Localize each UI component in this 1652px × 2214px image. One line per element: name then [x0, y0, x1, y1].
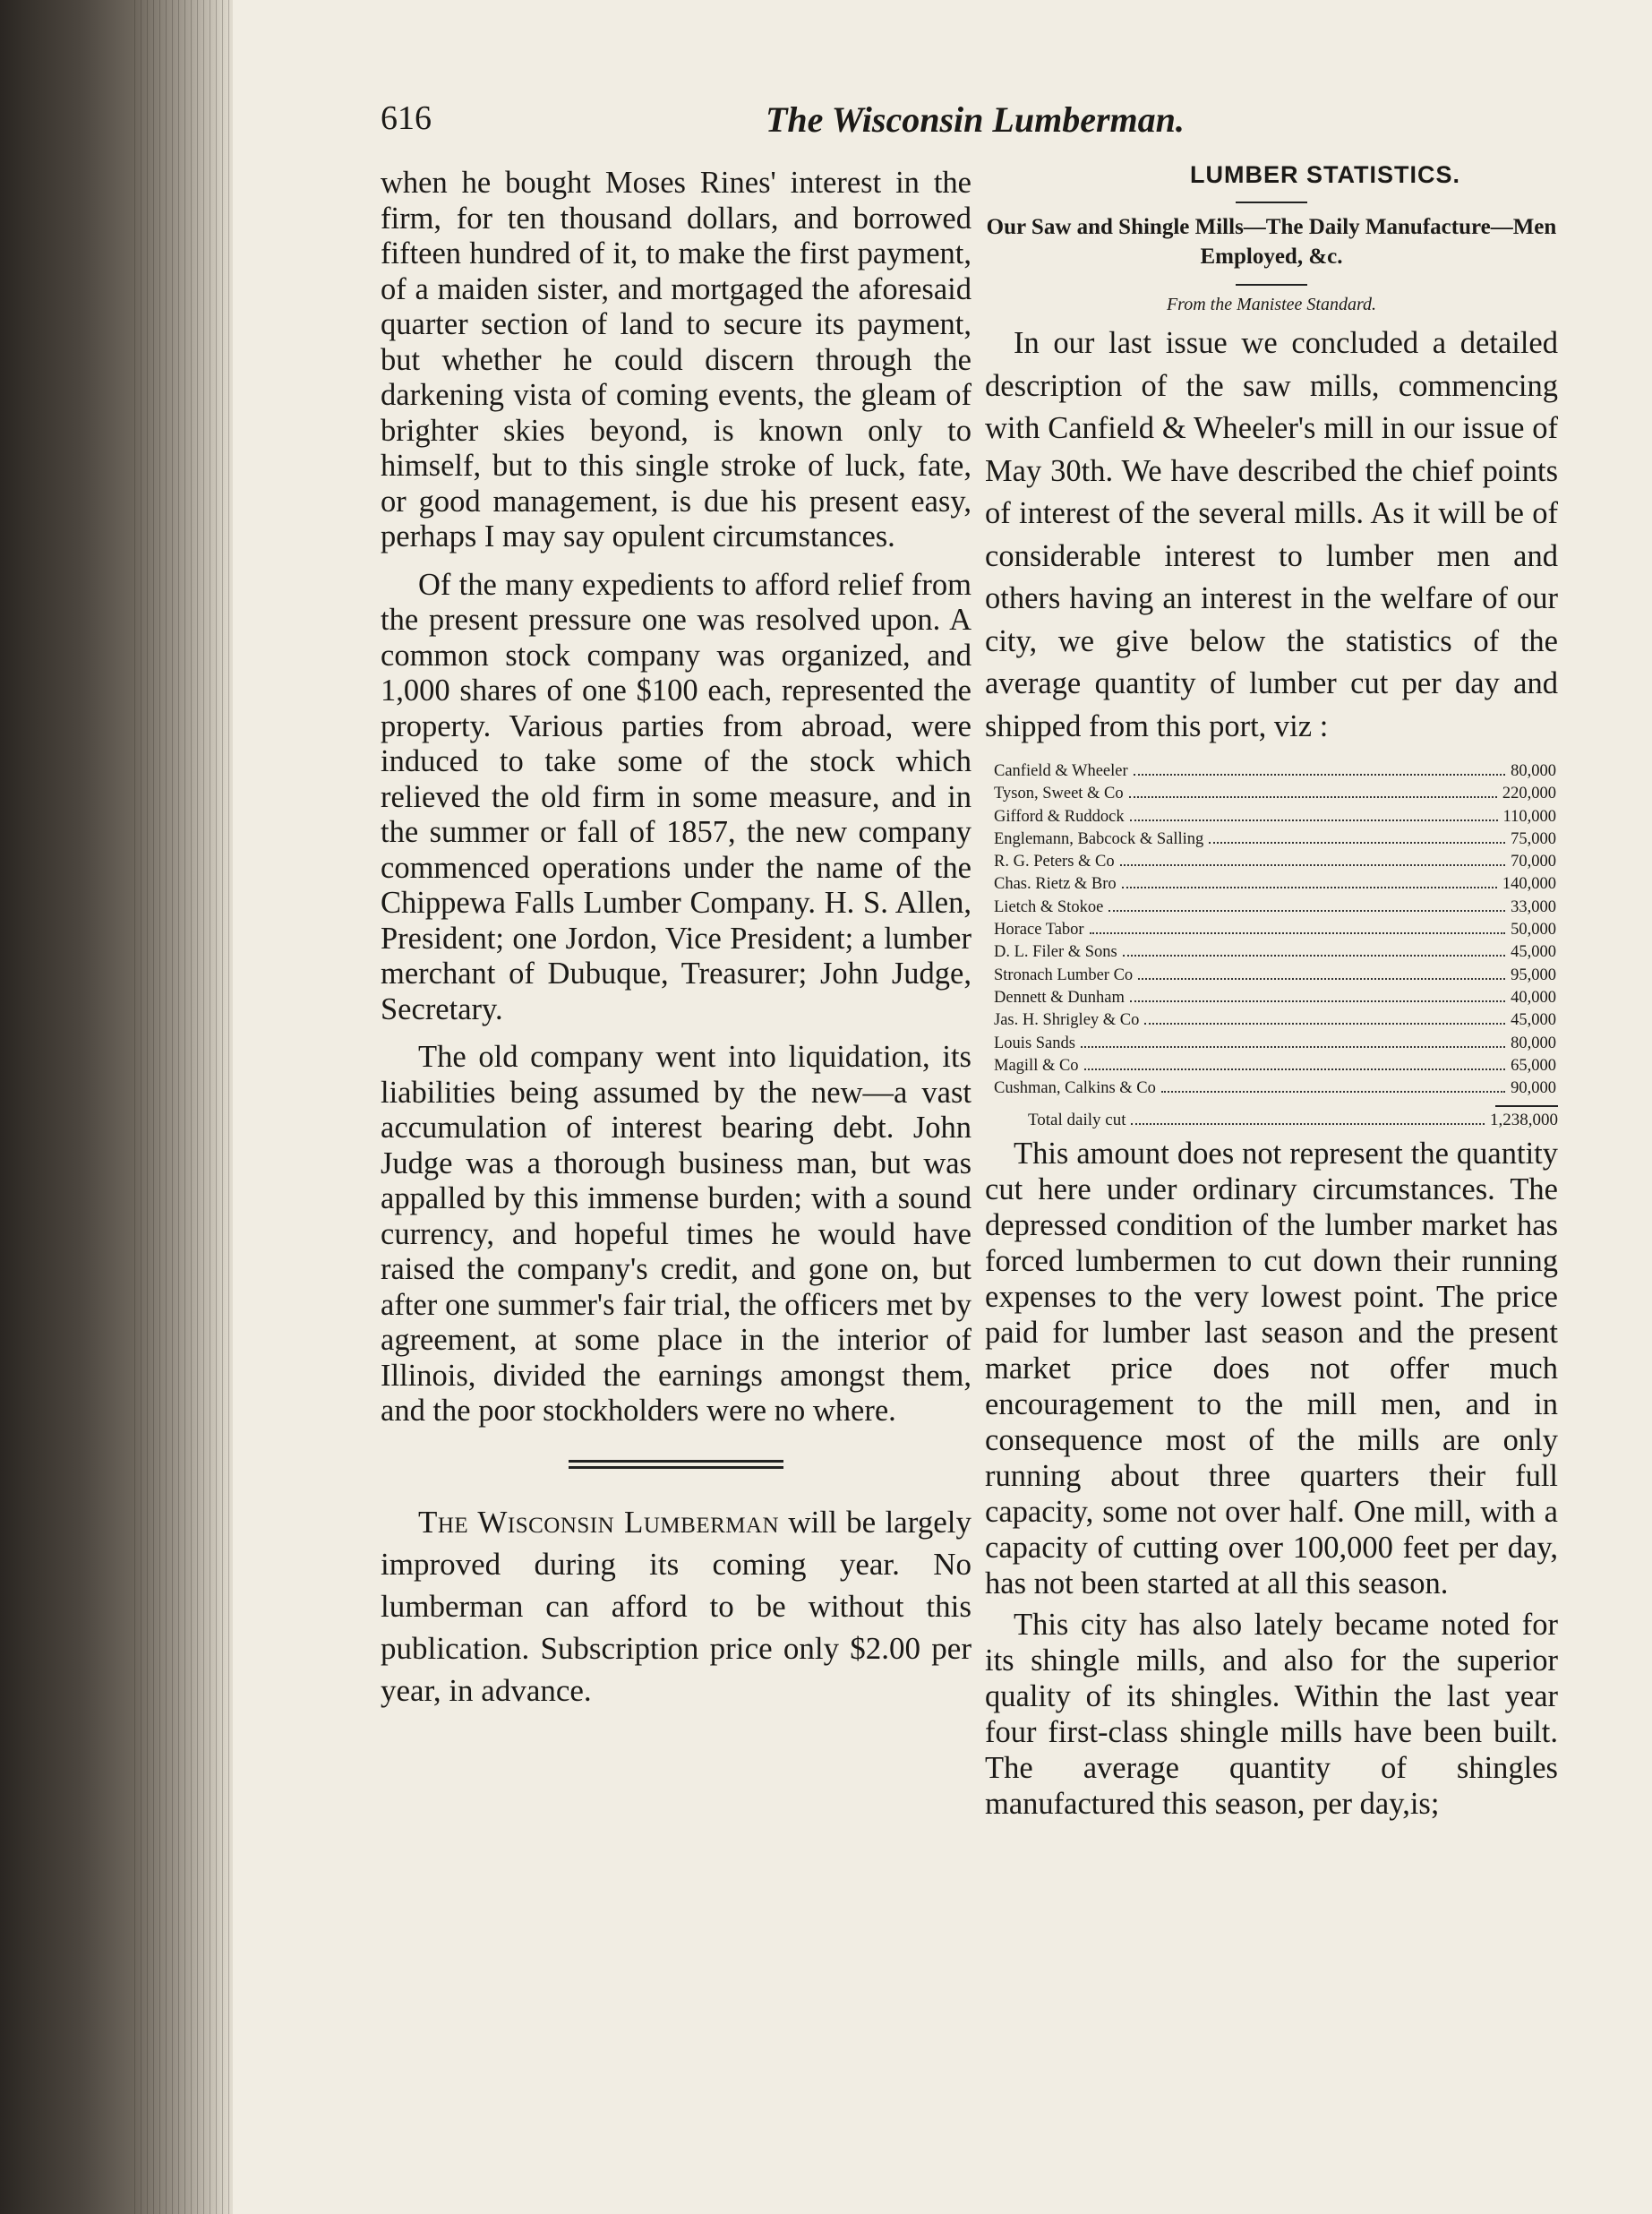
mill-daily-cut: 50,000 — [1511, 921, 1556, 940]
table-row — [994, 783, 1556, 805]
paragraph-rines-interest: when he bought Moses Rines' interest in the firm, for ten thousand dollars, and borrowed fifteen hundred of it, to make the first payment, of a maiden sister, and mortgaged the aforesaid quarter section of land to secure its payment, but whether he could discern through the darkening vista of coming events, the gleam of brighter skies beyond, is known only to himself, but to this single stroke of luck, fate, or good management, is due his present easy, perhaps I may say opulent circumstances. — [381, 166, 972, 554]
mill-name: Horace Tabor — [994, 921, 1084, 940]
leader-dots — [1084, 1068, 1506, 1070]
leader-dots — [1122, 887, 1497, 888]
mill-daily-cut: 95,000 — [1511, 965, 1556, 984]
mill-daily-cut: 75,000 — [1511, 829, 1556, 848]
table-row — [994, 873, 1556, 896]
left-column — [381, 166, 972, 1724]
mill-daily-cut: 65,000 — [1511, 1056, 1556, 1075]
right-column — [985, 161, 1558, 1822]
table-row — [994, 1009, 1556, 1032]
leader-dots — [1131, 1123, 1485, 1125]
mill-daily-cut: 40,000 — [1511, 988, 1556, 1007]
running-title: The Wisconsin Lumberman. — [766, 99, 1185, 140]
leader-dots — [1081, 1046, 1505, 1048]
mill-name: Magill & Co — [994, 1056, 1079, 1075]
publication-name: The Wisconsin Lumberman — [418, 1504, 780, 1540]
mill-daily-cut: 80,000 — [1511, 762, 1556, 780]
mill-name: Tyson, Sweet & Co — [994, 785, 1124, 803]
mill-name: Gifford & Ruddock — [994, 807, 1125, 826]
leader-dots — [1108, 910, 1505, 912]
mill-daily-cut: 110,000 — [1502, 807, 1556, 826]
mill-name: Lietch & Stokoe — [994, 897, 1104, 916]
leader-dots — [1123, 955, 1505, 957]
page-edges — [134, 0, 233, 2214]
mill-daily-cut: 90,000 — [1511, 1079, 1556, 1098]
mill-name: Dennett & Dunham — [994, 988, 1125, 1007]
leader-dots — [1138, 978, 1505, 980]
mill-daily-cut: 45,000 — [1511, 943, 1556, 962]
leader-dots — [1090, 932, 1506, 934]
mill-name: Stronach Lumber Co — [994, 965, 1134, 984]
mill-daily-cut: 80,000 — [1511, 1034, 1556, 1052]
subhead-rule — [1236, 284, 1307, 286]
subscription-notice — [381, 1501, 972, 1712]
page-number: 616 — [381, 99, 432, 137]
mill-name: D. L. Filer & Sons — [994, 943, 1117, 962]
paragraph-stock-company: Of the many expedients to afford relief from the present pressure one was resolved upon. A common stock company was organized, and 1,000 shares of one $100 each, represented the property. Various parties from abroad, were induced to take some of the stock which relieved the old firm in some measure, and in the summer or fall of 1857, the new company commenced operations under the name of the Chippewa Falls Lumber Company. H. S. Allen, President; one Jordon, Vice President; a lumber merchant of Dubuque, Treasurer; John Judge, Secretary. — [381, 567, 972, 1026]
paragraph-amount: This amount does not represent the quantity cut here under ordinary circumstances. The depressed condition of the lumber market has forced lumbermen to cut down their running expenses to the very lowest point. The price paid for lumber last season and the present market price does not offer much encouragement to the mill men, and in consequence most of the mills are only running about three quarters their full capacity, some not over half. One mill, with a capacity of cutting over 100,000 feet per day, has not been started at all this season. — [985, 1137, 1558, 1601]
mill-name: Jas. H. Shrigley & Co — [994, 1011, 1140, 1030]
table-row — [994, 919, 1556, 941]
section-title: LUMBER STATISTICS. — [1190, 161, 1460, 188]
mill-daily-cut: 45,000 — [1511, 1011, 1556, 1030]
leader-dots — [1144, 1023, 1505, 1025]
table-row — [994, 1077, 1556, 1100]
paragraph-shingle-mills: This city has also lately became noted for its shingle mills, and also for the superior quality of its shingles. Within the last year four first-class shingle mills have been built. The average quantity of shingles manufactured this season, per day,is; — [985, 1608, 1558, 1822]
table-row — [994, 828, 1556, 851]
mill-name: Louis Sands — [994, 1034, 1075, 1052]
mill-name: Canfield & Wheeler — [994, 762, 1128, 780]
title-rule — [1236, 202, 1307, 203]
table-row — [994, 965, 1556, 987]
table-row — [994, 987, 1556, 1009]
table-row — [994, 760, 1556, 783]
mill-name: R. G. Peters & Co — [994, 853, 1115, 871]
article-source: From the Manistee Standard. — [1166, 295, 1377, 314]
mill-name: Chas. Rietz & Bro — [994, 875, 1117, 894]
table-row — [994, 1033, 1556, 1055]
leader-dots — [1134, 774, 1505, 776]
paragraph-intro: In our last issue we concluded a detailed description of the saw mills, commencing with Canfield & Wheeler's mill in our issue of May 30th. We have described the chief points of interest of the several mills. As it will be of considerable interest to lumber men and others having an interest in the welfare of our city, we give below the statistics of the average quantity of lumber cut per day and shipped from this port, viz : — [985, 326, 1558, 743]
total-rule-wrap — [985, 1105, 1558, 1107]
mill-name: Englemann, Babcock & Salling — [994, 829, 1204, 848]
table-row — [994, 851, 1556, 873]
mill-name: Cushman, Calkins & Co — [994, 1079, 1156, 1098]
table-row — [994, 897, 1556, 919]
double-rule-divider — [569, 1460, 783, 1469]
table-row — [994, 1055, 1556, 1077]
mill-daily-cut: 70,000 — [1511, 853, 1556, 871]
mill-daily-cut: 220,000 — [1502, 785, 1556, 803]
table-row — [994, 806, 1556, 828]
total-rule — [1495, 1105, 1558, 1107]
leader-dots — [1209, 842, 1505, 844]
leader-dots — [1129, 796, 1497, 798]
total-value: 1,238,000 — [1490, 1111, 1558, 1130]
table-row — [994, 941, 1556, 964]
leader-dots — [1161, 1091, 1505, 1093]
paragraph-liquidation: The old company went into liquidation, its liabilities being assumed by the new—a vast accumulation of interest bearing debt. John Judge was a thorough business man, but was appalled by this immense burden; with a sound currency, and hopeful times he would have raised the company's credit, and gone on, but after one summer's fair trial, the officers met by agreement, at some place in the interior of Illinois, divided the earnings amongst them, and the poor stockholders were no where. — [381, 1040, 972, 1428]
leader-dots — [1130, 1000, 1505, 1002]
total-label: Total daily cut — [1028, 1111, 1126, 1130]
subscription-text: will be largely improved during its coming year. No lumberman can afford to be without this publication. Subscription price only $2.00 per year, in advance. — [381, 1504, 972, 1708]
leader-dots — [1130, 820, 1498, 821]
article-subhead: Our Saw and Shingle Mills—The Daily Manufacture—Men Employed, &c. — [986, 215, 1557, 269]
total-row — [1028, 1111, 1558, 1130]
mill-daily-cut: 140,000 — [1502, 875, 1556, 894]
lumber-statistics-table — [994, 760, 1556, 1100]
leader-dots — [1120, 864, 1505, 866]
mill-daily-cut: 33,000 — [1511, 897, 1556, 916]
page-header — [381, 99, 1562, 152]
